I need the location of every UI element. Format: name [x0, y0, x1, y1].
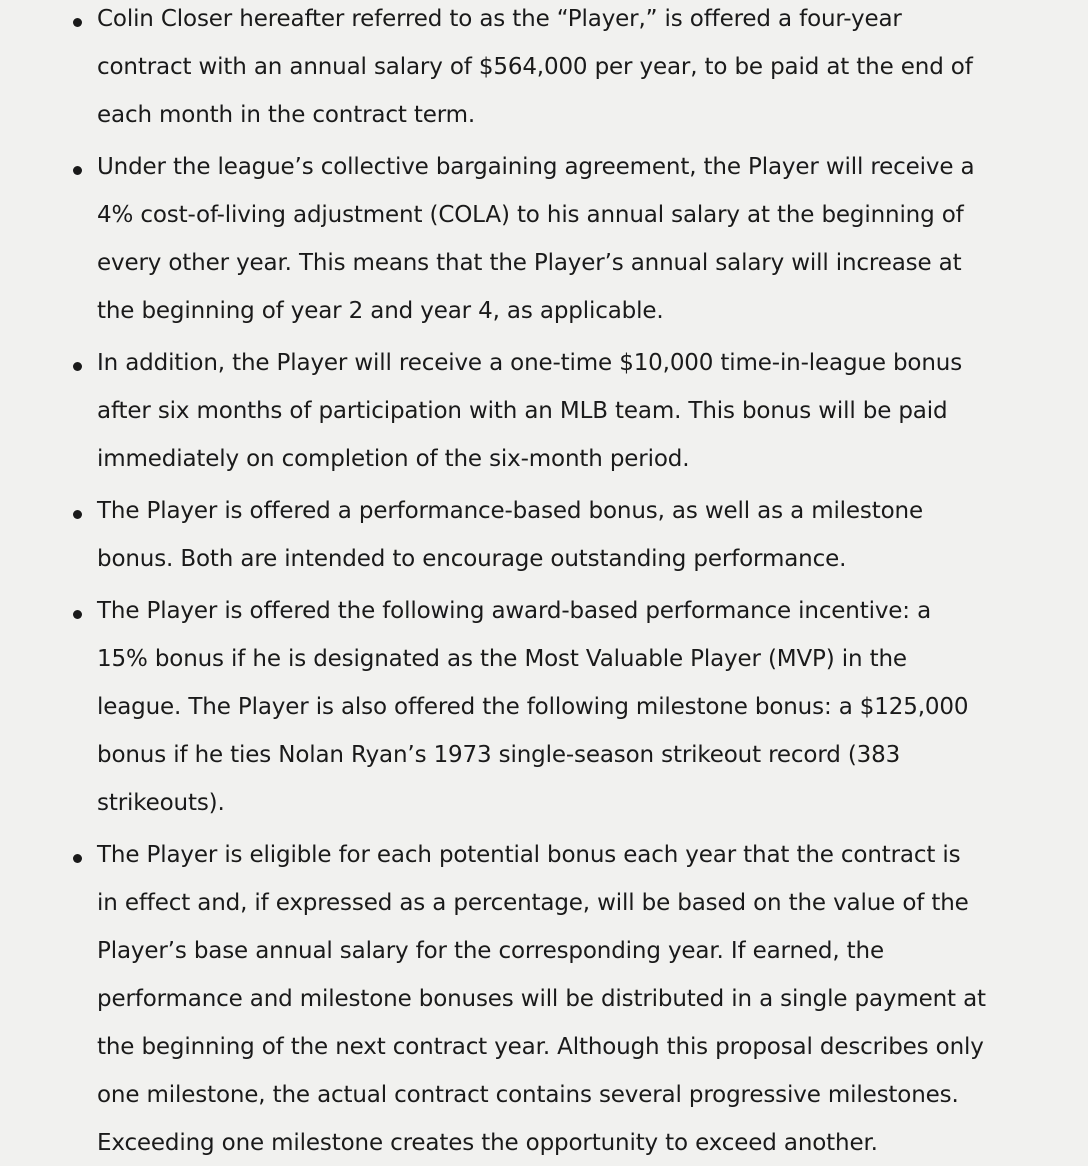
- text-line: the beginning of the next contract year. Although this proposal describes only: [97, 1034, 984, 1060]
- text-line: Under the league’s collective bargaining agreement, the Player will receive a: [97, 154, 975, 180]
- text-line: bonus. Both are intended to encourage outstanding performance.: [97, 546, 847, 572]
- text-line: The Player is offered a performance-based bonus, as well as a milestone: [97, 498, 923, 524]
- text-line: league. The Player is also offered the following milestone bonus: a $125,000: [97, 694, 969, 720]
- text-line: bonus if he ties Nolan Ryan’s 1973 single-season strikeout record (383: [97, 742, 901, 768]
- bullet-dot-icon: [73, 362, 82, 371]
- text-line: immediately on completion of the six-month period.: [97, 446, 690, 472]
- text-line: contract with an annual salary of $564,000 per year, to be paid at the end of: [97, 54, 973, 80]
- text-line: 4% cost-of-living adjustment (COLA) to his annual salary at the beginning of: [97, 202, 964, 228]
- text-line: after six months of participation with an MLB team. This bonus will be paid: [97, 398, 948, 424]
- text-line: The Player is eligible for each potential bonus each year that the contract is: [97, 842, 961, 868]
- bullet-dot-icon: [73, 166, 82, 175]
- text-line: Colin Closer hereafter referred to as the “Player,” is offered a four-year: [97, 6, 902, 32]
- text-line: one milestone, the actual contract contains several progressive milestones.: [97, 1082, 959, 1108]
- text-line: 15% bonus if he is designated as the Most Valuable Player (MVP) in the: [97, 646, 907, 672]
- text-line: in effect and, if expressed as a percentage, will be based on the value of the: [97, 890, 969, 916]
- bullet-dot-icon: [73, 610, 82, 619]
- bullet-dot-icon: [73, 510, 82, 519]
- text-line: each month in the contract term.: [97, 102, 476, 128]
- text-line: strikeouts).: [97, 790, 225, 816]
- text-line: Exceeding one milestone creates the opportunity to exceed another.: [97, 1130, 878, 1156]
- text-line: every other year. This means that the Player’s annual salary will increase at: [97, 250, 962, 276]
- text-line: performance and milestone bonuses will be distributed in a single payment at: [97, 986, 986, 1012]
- text-line: Player’s base annual salary for the corresponding year. If earned, the: [97, 938, 884, 964]
- text-line: the beginning of year 2 and year 4, as applicable.: [97, 298, 664, 324]
- bullet-dot-icon: [73, 18, 82, 27]
- text-line: The Player is offered the following award-based performance incentive: a: [97, 598, 932, 624]
- text-line: In addition, the Player will receive a one-time $10,000 time-in-league bonus: [97, 350, 963, 376]
- bullet-dot-icon: [73, 854, 82, 863]
